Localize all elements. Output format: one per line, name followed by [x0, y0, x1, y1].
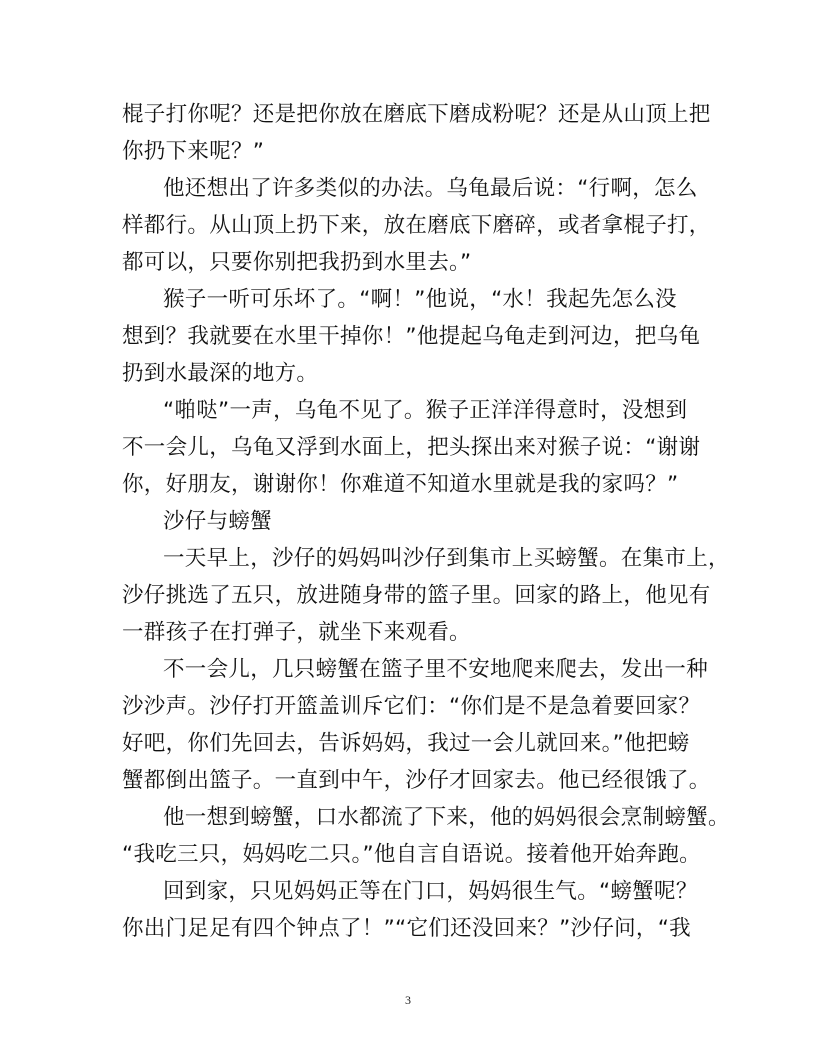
paragraph-start-line: 回到家，只见妈妈正等在门口，妈妈很生气。“螃蟹呢？ — [163, 879, 698, 904]
text-line: 沙沙声。沙仔打开篮盖训斥它们：“你们是不是急着要回家？ — [122, 694, 701, 719]
paragraph-start-line: 不一会儿，几只螃蟹在篮子里不安地爬来爬去，发出一种 — [163, 657, 709, 682]
paragraph-start-line: 他还想出了许多类似的办法。乌龟最后说：“行啊，怎么 — [163, 176, 698, 201]
paragraph-start-line: “啪哒”一声，乌龟不见了。猴子正洋洋得意时，没想到 — [163, 398, 688, 423]
paragraph-start-line: 一天早上，沙仔的妈妈叫沙仔到集市上买螃蟹。在集市上， — [163, 546, 730, 571]
text-line: 好吧，你们先回去，告诉妈妈，我过一会儿就回来。”他把螃 — [122, 731, 690, 756]
text-line: 你出门足足有四个钟点了！”“它们还没回来？”沙仔问，“我 — [122, 916, 691, 941]
text-line: 想到？我就要在水里干掉你！”他提起乌龟走到河边，把乌龟 — [122, 324, 701, 349]
text-line: “我吃三只，妈妈吃二只。”他自言自语说。接着他开始奔跑。 — [122, 842, 701, 867]
paragraph-start-line: 他一想到螃蟹，口水都流了下来，他的妈妈很会烹制螃蟹。 — [163, 805, 730, 830]
text-line: 都可以，只要你别把我扔到水里去。” — [122, 250, 472, 275]
text-line: 棍子打你呢？还是把你放在磨底下磨成粉呢？还是从山顶上把 — [122, 102, 711, 127]
text-line: 你，好朋友，谢谢你！你难道不知道水里就是我的家吗？” — [122, 472, 679, 497]
paragraph-start-line: 猴子一听可乐坏了。“啊！”他说，“水！我起先怎么没 — [163, 287, 677, 312]
text-line: 样都行。从山顶上扔下来，放在磨底下磨碎，或者拿棍子打， — [122, 213, 711, 238]
text-line: 你扔下来呢？” — [122, 139, 265, 164]
text-line: 沙仔挑选了五只，放进随身带的篮子里。回家的路上，他见有 — [122, 583, 711, 608]
text-line: 扔到水最深的地方。 — [122, 361, 319, 386]
text-line: 一群孩子在打弹子，就坐下来观看。 — [122, 620, 471, 645]
text-line: 蟹都倒出篮子。一直到中午，沙仔才回家去。他已经很饿了。 — [122, 768, 711, 793]
story-title: 沙仔与螃蟹 — [163, 509, 273, 534]
page-number: 3 — [405, 993, 411, 1007]
text-line: 不一会儿，乌龟又浮到水面上，把头探出来对猴子说：“谢谢 — [122, 435, 701, 460]
